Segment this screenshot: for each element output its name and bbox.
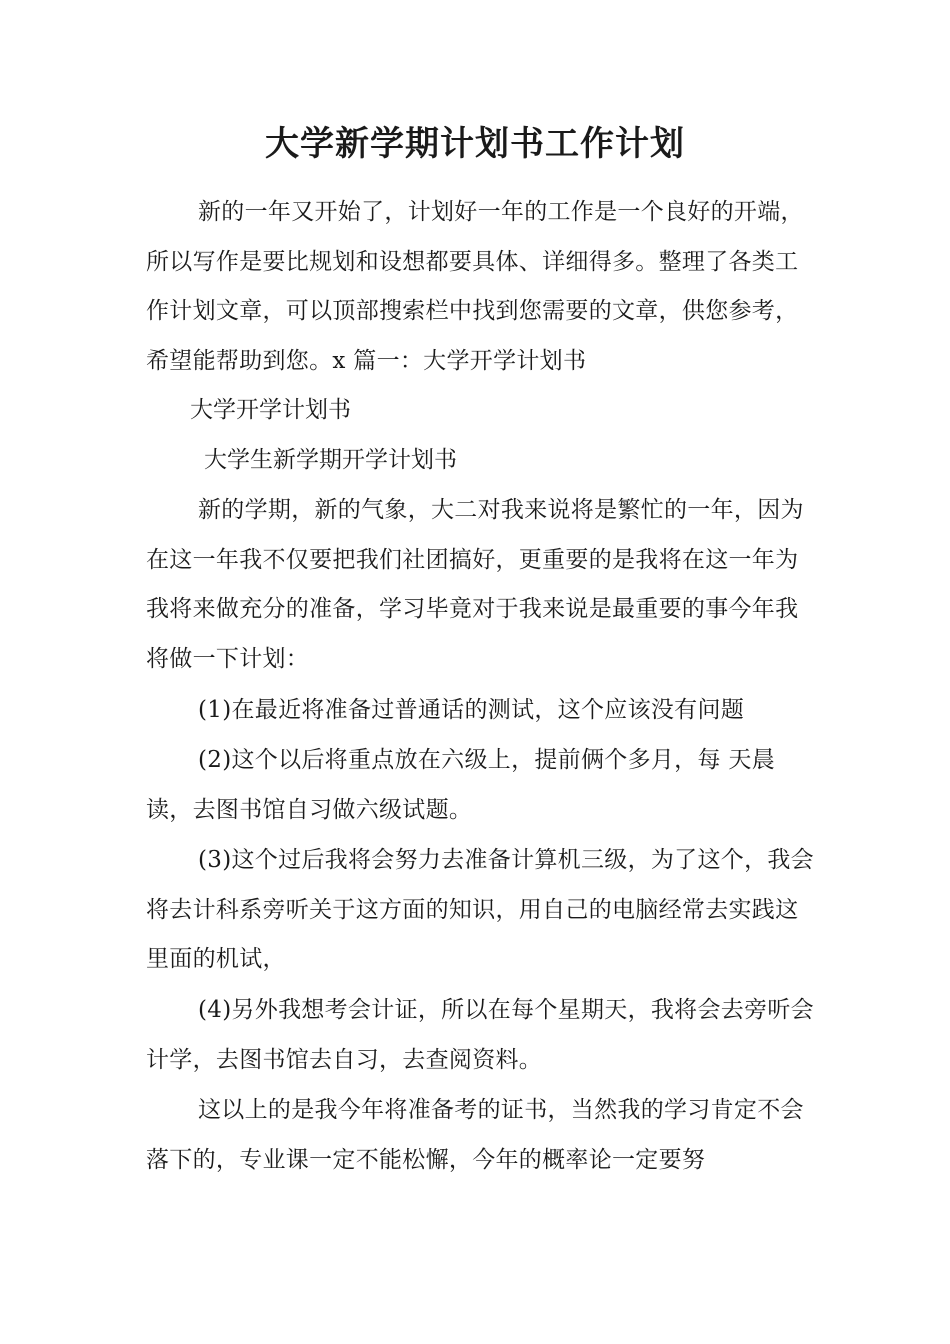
plan-item-4: (4)另外我想考会计证，所以在每个星期天，我将会去旁听会计学，去图书馆去自习，去查阅资料。 [146, 997, 814, 1073]
heading-college-plan: 大学开学计划书 [190, 397, 351, 423]
paragraph-summary: 这以上的是我今年将准备考的证书，当然我的学习肯定不会落下的，专业课一定不能松懈，今年的概率论一定要努 [146, 1097, 804, 1173]
paragraph-new-semester: 新的学期，新的气象，大二对我来说将是繁忙的一年，因为在这一年我不仅要把我们社团搞好，更重要的是我将在这一年为我将来做充分的准备，学习毕竟对于我来说是最重要的事今年我将做一下计划： [146, 497, 804, 672]
plan-item-2: (2)这个以后将重点放在六级上，提前俩个多月，每 天晨读，去图书馆自习做六级试题。 [146, 747, 775, 823]
intro-paragraph: 新的一年又开始了，计划好一年的工作是一个良好的开端，所以写作是要比规划和设想都要具体、详细得多。整理了各类工作计划文章，可以顶部搜索栏中找到您需要的文章，供您参考，希望能帮助到您。x 篇一：大学开学计划书 [146, 199, 804, 374]
heading-student-plan: 大学生新学期开学计划书 [204, 447, 457, 473]
document-title: 大学新学期计划书工作计划 [265, 124, 685, 164]
plan-item-1: (1)在最近将准备过普通话的测试，这个应该没有问题 [198, 697, 745, 723]
plan-item-3: (3)这个过后我将会努力去准备计算机三级，为了这个，我会将去计科系旁听关于这方面的知识，用自己的电脑经常去实践这里面的机试， [146, 847, 814, 972]
